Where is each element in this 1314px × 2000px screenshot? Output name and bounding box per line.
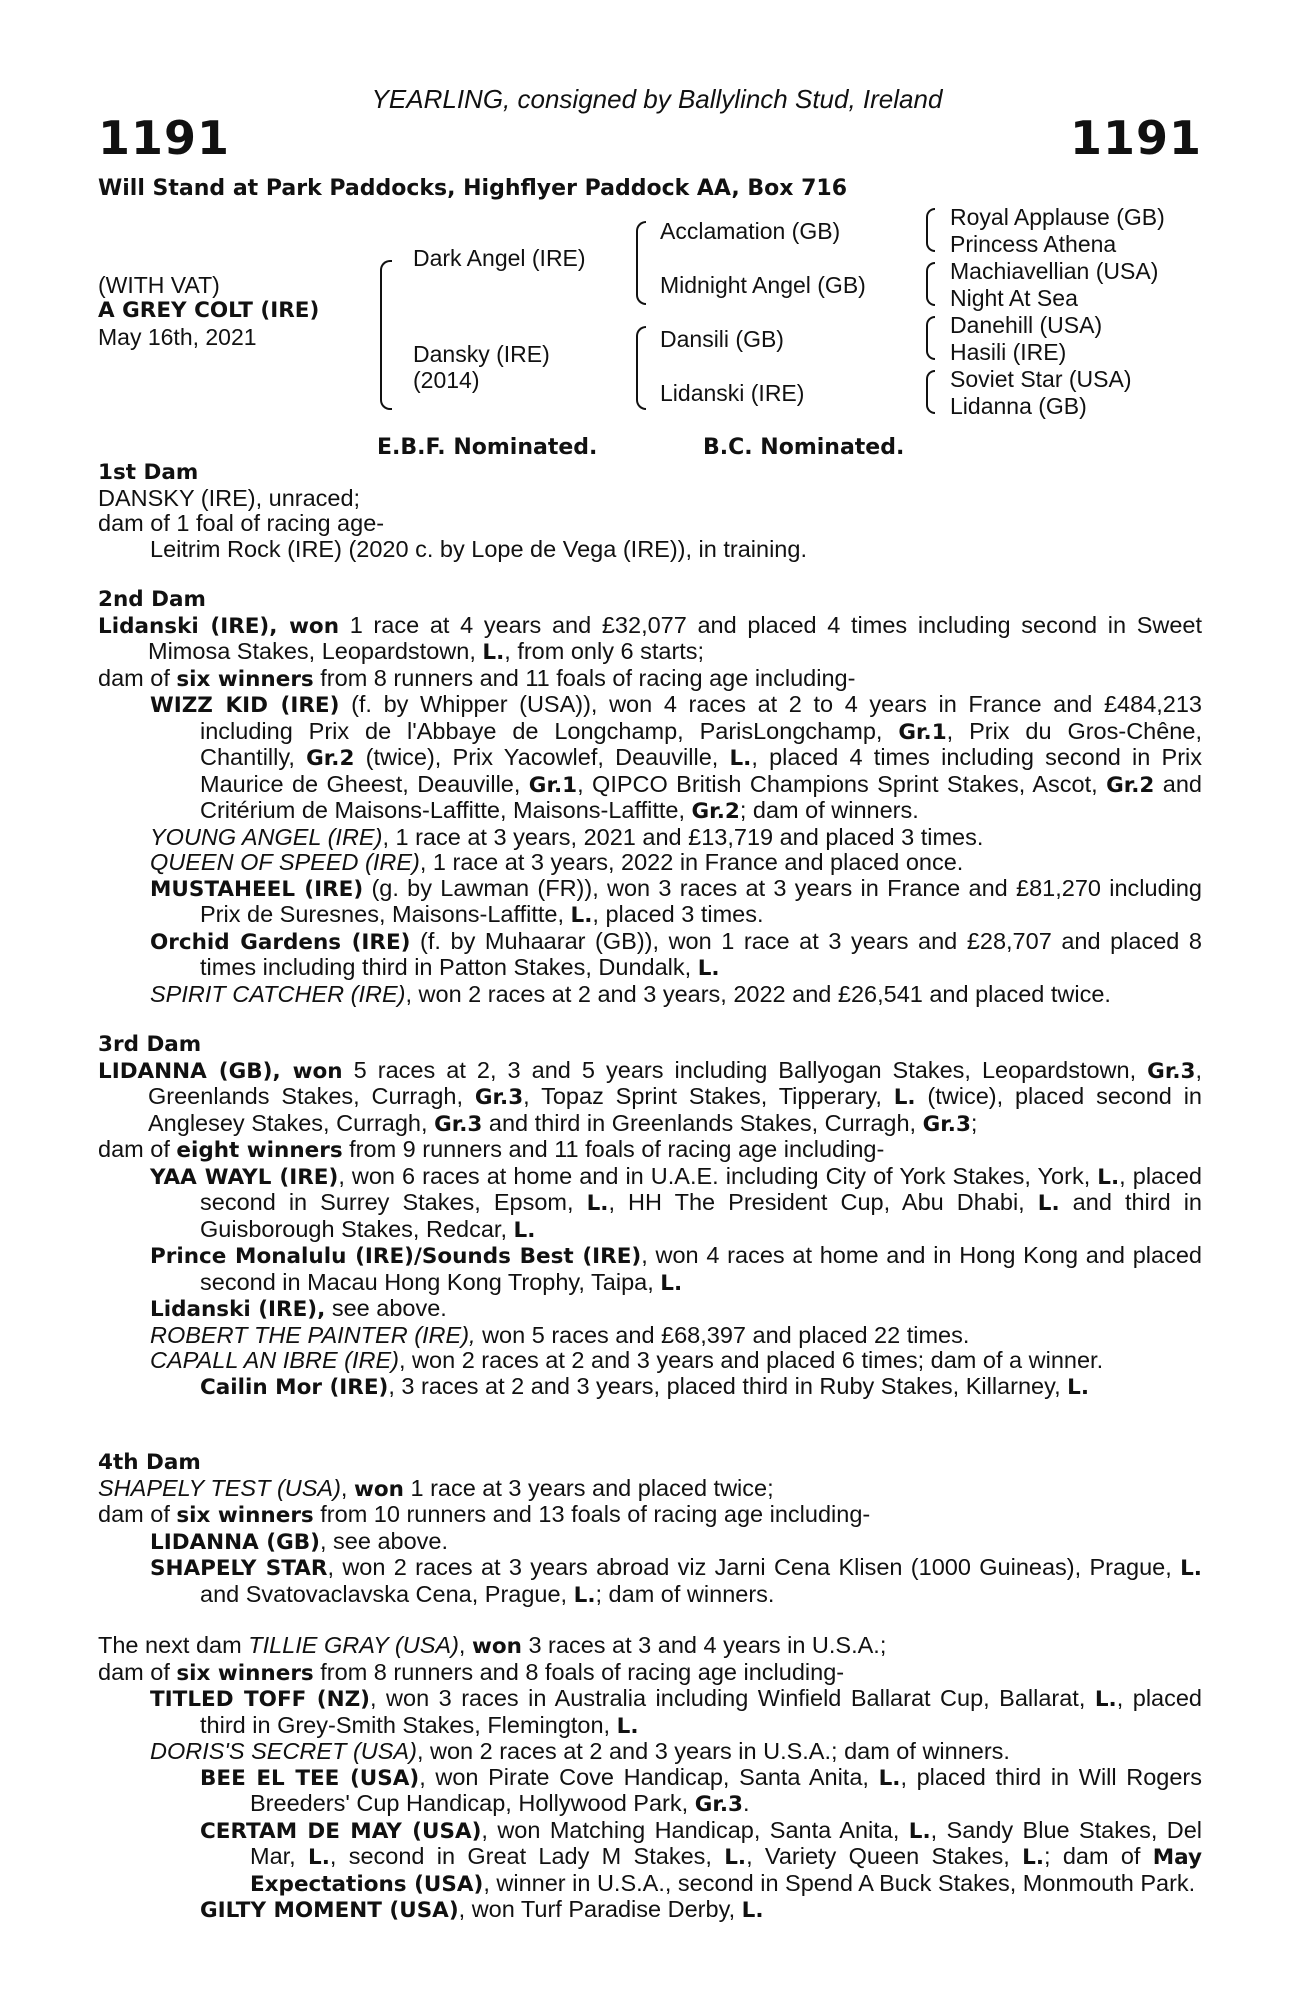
sire-dam: Midnight Angel (GB) (660, 272, 866, 298)
dam-produce-line: dam of eight winners from 9 runners and 11 foals of racing age including- (98, 1136, 885, 1163)
dam-record: LIDANNA (GB), won 5 races at 2, 3 and 5 years including Ballyogan Stakes, Leopardstown, Gr.3, Greenlands Stakes, Curragh, Gr.3, Topaz Sprint Stakes, Tipperary, L. (twice), placed second in Anglesey Stakes, Curragh, Gr.3 and third in Greenlands Stakes, Curragh, Gr.3; (98, 1056, 1203, 1137)
produce-entry: ROBERT THE PAINTER (IRE), won 5 races and £68,397 and placed 22 times. (150, 1321, 970, 1348)
produce-sub-entry: BEE EL TEE (USA), won Pirate Cove Handicap, Santa Anita, L., placed third in Will Rogers Breeders' Cup Handicap, Hollywood Park, Gr.3. (200, 1763, 1202, 1817)
ssd: Princess Athena (950, 231, 1117, 257)
produce-entry: Leitrim Rock (IRE) (2020 c. by Lope de Vega (IRE)), in training. (150, 535, 807, 562)
produce-sub-entry: GILTY MOMENT (USA), won Turf Paradise Derby, L. (200, 1896, 764, 1923)
dsd: Hasili (IRE) (950, 339, 1067, 365)
brace-dam (636, 326, 646, 410)
bc-nomination: B.C. Nominated. (703, 435, 905, 460)
dam-record: Lidanski (IRE), won 1 race at 4 years and £32,077 and placed 4 times including second in Sweet Mimosa Stakes, Leopardstown, L., from only 6 starts; (98, 611, 1203, 665)
produce-sub-entry: YOUNG ANGEL (IRE), 1 race at 3 years, 2021 and £13,719 and placed 3 times. (150, 823, 984, 850)
dam-produce-line: dam of 1 foal of racing age- (98, 510, 385, 536)
dam-line: DANSKY (IRE), unraced; (98, 484, 361, 511)
lot-number-left: 1191 (98, 111, 231, 165)
section-title: 1st Dam (98, 460, 199, 485)
dam-produce-line: dam of six winners from 8 runners and 11 foals of racing age including- (98, 664, 856, 692)
dam-sire: Dansili (GB) (660, 326, 784, 352)
produce-entry: Lidanski (IRE), see above. (150, 1295, 447, 1322)
brace-dd (926, 370, 935, 414)
dam: Dansky (IRE) (413, 341, 550, 367)
brace-sd (926, 262, 935, 306)
next-dam-section (98, 1633, 1202, 1924)
vat-note: (WITH VAT) (98, 272, 220, 298)
horse-name: A GREY COLT (IRE) (98, 298, 320, 323)
dam-record: SHAPELY TEST (USA), won 1 race at 3 years and placed twice; (98, 1474, 774, 1502)
sire: Dark Angel (IRE) (413, 245, 586, 271)
ebf-nomination: E.B.F. Nominated. (377, 435, 598, 460)
produce-entry: DORIS'S SECRET (USA), won 2 races at 2 and 3 years in U.S.A.; dam of winners. (150, 1738, 1010, 1764)
produce-sub-entry: Cailin Mor (IRE), 3 races at 2 and 3 years, placed third in Ruby Stakes, Killarney, L. (200, 1372, 1090, 1400)
first-dam-section (98, 460, 1202, 562)
stable-location: Will Stand at Park Paddocks, Highflyer Paddock AA, Box 716 (98, 176, 848, 201)
dam-dam: Lidanski (IRE) (660, 380, 805, 406)
third-dam-section (98, 1032, 1202, 1400)
produce-entry: SPIRIT CATCHER (IRE), won 2 races at 2 and 3 years, 2022 and £26,541 and placed twice. (150, 980, 1111, 1007)
section-title: 2nd Dam (98, 587, 206, 612)
brace-ds (926, 316, 935, 360)
brace-gen1 (380, 260, 392, 410)
produce-entry: WIZZ KID (IRE) (f. by Whipper (USA)), won 4 races at 2 to 4 years in France and £484,213 including Prix de l'Abbaye de Longchamp, ParisLongchamp, Gr.1, Prix du Gros-Chêne, Chantilly, Gr.2 (twice), Prix Yacowlef, Deauville, L., placed 4 times including second in Prix Maurice de Gheest, Deauville, Gr.1, QIPCO British Champions Sprint Stakes, Ascot, Gr.2 and Critérium de Maisons-Laffitte, Maisons-Laffitte, Gr.2; dam of winners. (150, 691, 1203, 824)
ddd: Lidanna (GB) (950, 393, 1087, 419)
sds: Machiavellian (USA) (950, 258, 1159, 284)
dam-year: (2014) (413, 367, 480, 393)
dam-produce-line: dam of six winners from 10 runners and 13 foals of racing age including- (98, 1501, 871, 1528)
produce-entry: LIDANNA (GB), see above. (150, 1527, 449, 1555)
produce-entry: CAPALL AN IBRE (IRE), won 2 races at 2 and 3 years and placed 6 times; dam of a winner. (150, 1347, 1104, 1373)
dss: Danehill (USA) (950, 312, 1103, 338)
catalogue-body (98, 460, 1202, 1924)
dds: Soviet Star (USA) (950, 366, 1132, 392)
lot-number-right: 1191 (1069, 111, 1202, 165)
horse-dob: May 16th, 2021 (98, 324, 257, 350)
produce-entry: Prince Monalulu (IRE)/Sounds Best (IRE), won 4 races at home and in Hong Kong and placed second in Macau Hong Kong Trophy, Taipa, L. (150, 1242, 1202, 1296)
second-dam-section (98, 587, 1202, 1007)
sss: Royal Applause (GB) (950, 204, 1165, 230)
sdd: Night At Sea (950, 285, 1078, 311)
dam-record: The next dam TILLIE GRAY (USA), won 3 races at 3 and 4 years in U.S.A.; (98, 1632, 887, 1659)
produce-entry: MUSTAHEEL (IRE) (g. by Lawman (FR)), won 3 races at 3 years in France and £81,270 including Prix de Suresnes, Maisons-Laffitte, L., placed 3 times. (150, 874, 1202, 928)
section-title: 3rd Dam (98, 1032, 202, 1057)
sire-sire: Acclamation (GB) (660, 218, 841, 244)
brace-sire (636, 221, 646, 305)
produce-entry: YAA WAYL (IRE), won 6 races at home and in U.A.E. including City of York Stakes, York, L., placed second in Surrey Stakes, Epsom, L., HH The President Cup, Abu Dhabi, L. and third in Guisborough Stakes, Redcar, L. (150, 1162, 1203, 1243)
brace-ss (926, 208, 935, 252)
dam-produce-line: dam of six winners from 8 runners and 8 foals of racing age including- (98, 1658, 845, 1686)
section-title: 4th Dam (98, 1450, 201, 1475)
fourth-dam-section (98, 1450, 1202, 1608)
produce-sub-entry: QUEEN OF SPEED (IRE), 1 race at 3 years, 2022 in France and placed once. (150, 849, 964, 875)
produce-entry: Orchid Gardens (IRE) (f. by Muhaarar (GB)), won 1 race at 3 years and £28,707 and placed 8 times including third in Patton Stakes, Dundalk, L. (150, 927, 1203, 981)
produce-sub-entry: CERTAM DE MAY (USA), won Matching Handicap, Santa Anita, L., Sandy Blue Stakes, Del Mar, L., second in Great Lady M Stakes, L., Variety Queen Stakes, L.; dam of May Expectations (USA), winner in U.S.A., second in Spend A Buck Stakes, Monmouth Park. (200, 1816, 1202, 1897)
consignor-line: YEARLING, consigned by Ballylinch Stud, Ireland (371, 84, 943, 114)
produce-entry: SHAPELY STAR, won 2 races at 3 years abroad viz Jarni Cena Klisen (1000 Guineas), Prague, L. and Svatovaclavska Cena, Prague, L.; dam of winners. (150, 1554, 1202, 1608)
produce-entry: TITLED TOFF (NZ), won 3 races in Australia including Winfield Ballarat Cup, Ballarat, L., placed third in Grey-Smith Stakes, Flemington, L. (150, 1685, 1203, 1739)
